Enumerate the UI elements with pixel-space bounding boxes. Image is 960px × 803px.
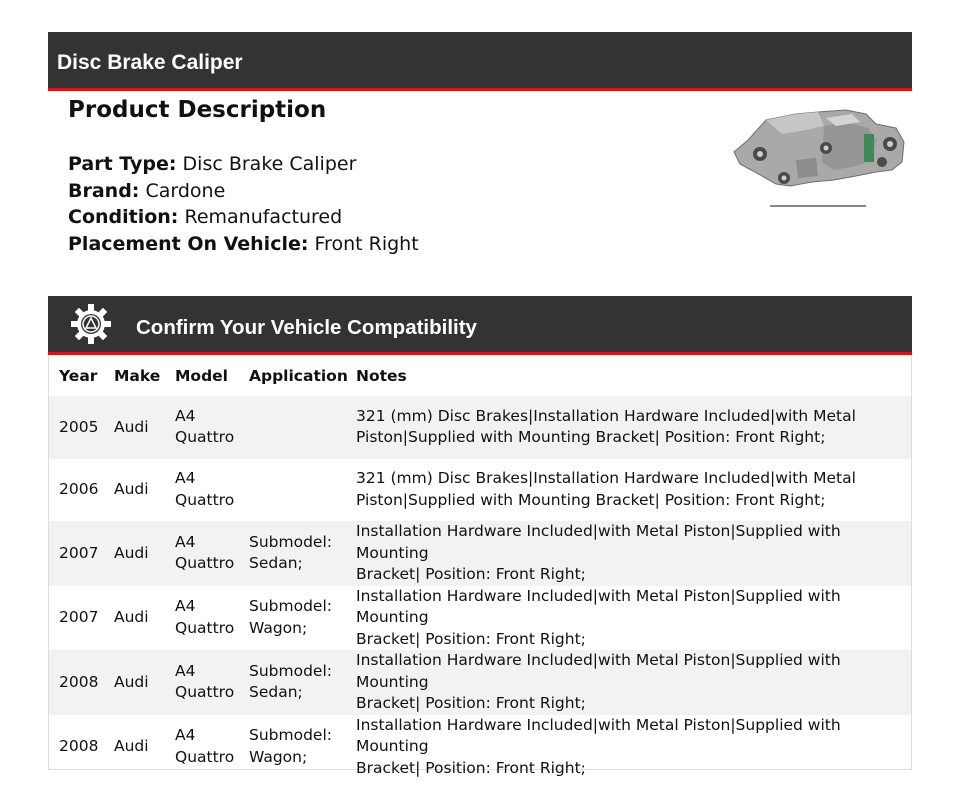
notes-line: Installation Hardware Included|with Metal Piston|Supplied with Mounting	[356, 651, 841, 691]
table-row	[49, 396, 911, 459]
model-line: Quattro	[175, 490, 235, 509]
cell-application	[249, 459, 356, 522]
compatibility-title: Confirm Your Vehicle Compatibility	[136, 316, 477, 339]
notes-line: Bracket| Position: Front Right;	[356, 629, 586, 648]
product-title: Disc Brake Caliper	[57, 51, 243, 74]
compatibility-table-wrap	[48, 355, 912, 777]
model-line: A4	[175, 597, 196, 616]
cell-year: 2005	[49, 396, 114, 459]
cell-year: 2007	[49, 521, 114, 586]
cell-notes	[356, 459, 911, 522]
spec-value: Disc Brake Caliper	[182, 153, 357, 175]
cell-model	[175, 521, 249, 586]
col-model-header: Model	[175, 366, 228, 385]
spec-label: Condition:	[68, 206, 179, 228]
cell-application	[249, 396, 356, 459]
cell-make: Audi	[114, 608, 149, 626]
notes-line: Installation Hardware Included|with Metal Piston|Supplied with Mounting	[356, 522, 841, 562]
model-line: A4	[175, 406, 196, 425]
application-line: Submodel:	[249, 661, 332, 680]
table-row	[49, 650, 911, 715]
application-line: Wagon;	[249, 618, 308, 637]
cell-model	[175, 586, 249, 651]
table-row	[49, 715, 911, 780]
application-line: Submodel:	[249, 532, 332, 551]
product-description-heading: Product Description	[68, 97, 327, 123]
col-year-header: Year	[59, 366, 98, 385]
cell-model	[175, 715, 249, 780]
notes-line: Bracket| Position: Front Right;	[356, 758, 586, 777]
model-line: A4	[175, 726, 196, 745]
application-line: Sedan;	[249, 683, 303, 702]
notes-line: Installation Hardware Included|with Metal Piston|Supplied with Mounting	[356, 715, 841, 755]
spec-label: Part Type:	[68, 153, 177, 175]
cell-model	[175, 459, 249, 522]
gear-icon	[70, 303, 112, 345]
application-line: Sedan;	[249, 554, 303, 573]
spec-value: Front Right	[314, 232, 419, 255]
col-application-header: Application	[249, 366, 348, 385]
spec-label: Brand:	[68, 179, 140, 202]
notes-line: Piston|Supplied with Mounting Bracket| Position: Front Right;	[356, 428, 826, 447]
application-line: Wagon;	[249, 747, 308, 766]
cell-application	[249, 586, 356, 651]
brake-caliper-image	[726, 100, 912, 216]
spec-condition	[68, 204, 419, 231]
model-line: A4	[175, 661, 196, 680]
spec-value: Cardone	[145, 179, 226, 202]
notes-line: Bracket| Position: Front Right;	[356, 694, 586, 712]
application-line: Submodel:	[249, 726, 332, 745]
cell-notes	[356, 521, 911, 586]
cell-make: Audi	[114, 650, 175, 715]
spec-placement	[68, 231, 419, 258]
cell-make: Audi	[114, 396, 175, 459]
notes-line: Installation Hardware Included|with Metal Piston|Supplied with Mounting	[356, 586, 841, 626]
spec-part-type	[68, 151, 419, 178]
model-line: A4	[175, 532, 196, 551]
product-title-bar	[48, 32, 912, 91]
table-row	[49, 459, 911, 522]
cell-make: Audi	[114, 737, 149, 755]
model-line: Quattro	[175, 554, 235, 573]
model-line: Quattro	[175, 618, 235, 637]
cell-model	[175, 396, 249, 459]
cell-application	[249, 521, 356, 586]
cell-year: 2006	[59, 480, 99, 498]
col-make-header: Make	[114, 366, 161, 385]
spec-value: Remanufactured	[184, 206, 343, 228]
model-line: A4	[175, 469, 196, 488]
spec-label: Placement On Vehicle:	[68, 232, 309, 255]
cell-notes	[356, 715, 911, 780]
table-row	[49, 586, 911, 651]
cell-make: Audi	[114, 480, 149, 498]
compatibility-bar	[48, 296, 912, 355]
table-header-row	[49, 355, 911, 396]
cell-year: 2008	[59, 737, 99, 755]
table-row	[49, 521, 911, 586]
cell-model	[175, 650, 249, 715]
notes-line: 321 (mm) Disc Brakes|Installation Hardware Included|with Metal	[356, 406, 856, 425]
model-line: Quattro	[175, 747, 235, 766]
compatibility-table	[49, 355, 911, 779]
cell-year: 2008	[49, 650, 114, 715]
col-notes-header: Notes	[356, 366, 407, 385]
cell-application	[249, 715, 356, 780]
cell-notes	[356, 586, 911, 651]
cell-notes	[356, 396, 911, 459]
notes-line: Piston|Supplied with Mounting Bracket| Position: Front Right;	[356, 490, 826, 509]
cell-make: Audi	[114, 521, 175, 586]
cell-year: 2007	[59, 608, 99, 626]
spec-brand	[68, 178, 419, 205]
notes-line: 321 (mm) Disc Brakes|Installation Hardware Included|with Metal	[356, 469, 856, 488]
notes-line: Bracket| Position: Front Right;	[356, 565, 586, 583]
cell-notes	[356, 650, 911, 715]
model-line: Quattro	[175, 428, 235, 447]
model-line: Quattro	[175, 683, 235, 702]
product-specs	[68, 151, 419, 257]
cell-application	[249, 650, 356, 715]
application-line: Submodel:	[249, 597, 332, 616]
